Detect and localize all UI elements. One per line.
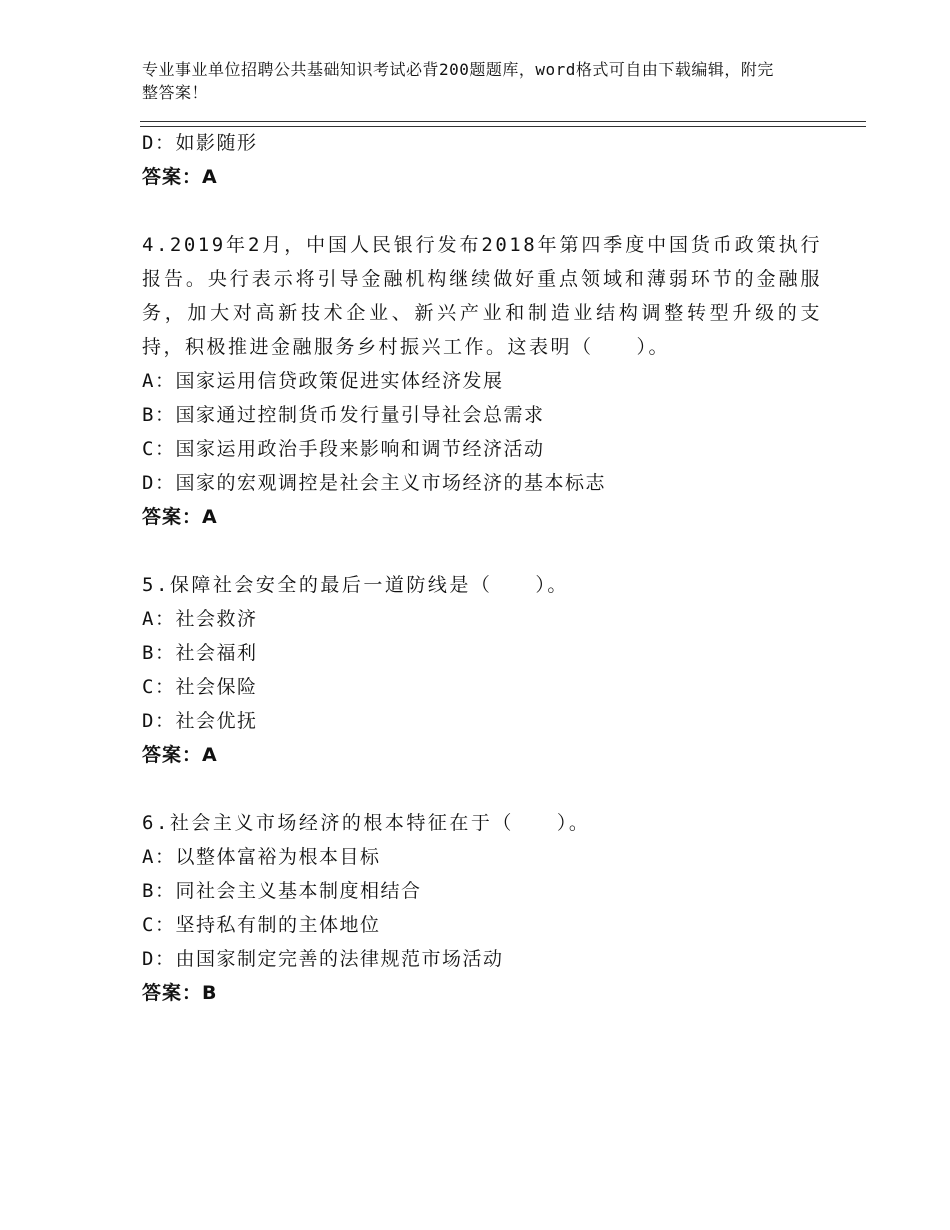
question-4	[142, 228, 822, 534]
option-d: D：由国家制定完善的法律规范市场活动	[142, 948, 504, 970]
question-text: 6.社会主义市场经济的根本特征在于（ ）。	[142, 812, 591, 834]
option-c: C：坚持私有制的主体地位	[142, 914, 381, 936]
document-title: 专业事业单位招聘公共基础知识考试必背200题题库，word格式可自由下载编辑，附完整答案！	[142, 60, 774, 102]
answer-label: 答案：A	[142, 506, 218, 528]
option-d: D：如影随形	[142, 132, 258, 154]
option-d: D：社会优抚	[142, 710, 258, 732]
answer-label: 答案：A	[142, 744, 218, 766]
option-c: C：社会保险	[142, 676, 258, 698]
document-body	[142, 126, 822, 1010]
question-text: 4.2019年2月，中国人民银行发布2018年第四季度中国货币政策执行报告。央行表示将引导金融机构继续做好重点领域和薄弱环节的金融服务，加大对高新技术企业、新兴产业和制造业结构调整转型升级的支持，积极推进金融服务乡村振兴工作。这表明（ ）。	[142, 234, 822, 358]
option-b: B：同社会主义基本制度相结合	[142, 880, 422, 902]
answer-label: 答案：B	[142, 982, 218, 1004]
previous-question-tail	[142, 126, 822, 194]
option-c: C：国家运用政治手段来影响和调节经济活动	[142, 438, 545, 460]
answer-label: 答案：A	[142, 166, 218, 188]
option-b: B：国家通过控制货币发行量引导社会总需求	[142, 404, 545, 426]
option-b: B：社会福利	[142, 642, 258, 664]
page-header	[142, 58, 782, 104]
question-text: 5.保障社会安全的最后一道防线是（ ）。	[142, 574, 569, 596]
question-5	[142, 568, 822, 772]
question-6	[142, 806, 822, 1010]
option-a: A：以整体富裕为根本目标	[142, 846, 381, 868]
option-a: A：社会救济	[142, 608, 258, 630]
option-a: A：国家运用信贷政策促进实体经济发展	[142, 370, 504, 392]
option-d: D：国家的宏观调控是社会主义市场经济的基本标志	[142, 472, 606, 494]
